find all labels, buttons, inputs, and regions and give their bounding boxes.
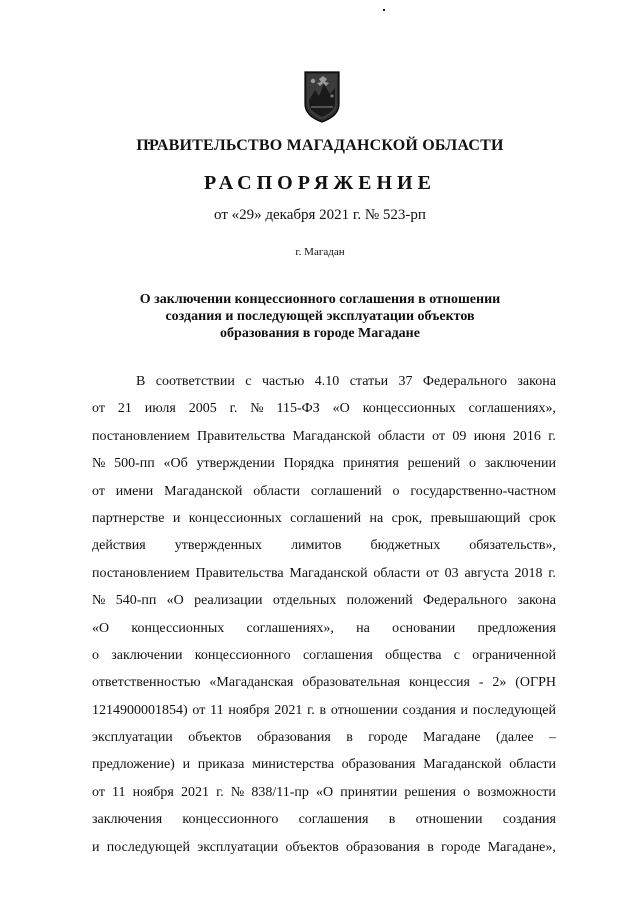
body-word: ограниченной <box>472 647 556 663</box>
body-word: Магаданской <box>292 428 371 444</box>
body-word: положений <box>346 593 413 609</box>
body-word: последующей <box>472 702 556 718</box>
body-word: с <box>245 374 252 389</box>
body-word: имени <box>115 483 154 499</box>
body-word: № <box>250 401 264 417</box>
body-word: 03 <box>444 565 459 581</box>
body-word: срок, <box>391 510 423 526</box>
body-word: отдельных <box>272 593 337 609</box>
body-line <box>92 697 556 724</box>
body-word: «Магаданская <box>209 675 294 691</box>
body-word: 2» <box>492 675 507 691</box>
body-word: городе <box>441 839 481 855</box>
body-word: принятии <box>340 784 398 800</box>
body-word: 2021 <box>274 702 303 718</box>
body-word: 37 <box>398 374 413 389</box>
body-word: принятия <box>342 456 399 472</box>
body-word: закона <box>517 593 556 609</box>
body-word: В <box>136 374 146 389</box>
body-word: августа <box>464 565 509 581</box>
body-line <box>92 450 556 477</box>
scan-speck <box>383 9 385 11</box>
body-word: 11 <box>210 702 224 718</box>
subject-line: О заключении концессионного соглашения в отношении <box>139 292 501 307</box>
body-word: о <box>463 784 471 800</box>
body-word: июня <box>473 428 506 444</box>
body-line <box>92 587 556 614</box>
body-word: реализации <box>194 593 263 609</box>
body-line <box>92 395 556 422</box>
body-word: лимитов <box>291 538 342 554</box>
subject-line: создания и последующей эксплуатации объектов <box>165 309 475 324</box>
body-word: концессионных <box>362 401 456 417</box>
body-word: 115-ФЗ <box>276 401 320 417</box>
body-word: «О <box>166 593 184 609</box>
body-word: и <box>460 702 469 718</box>
body-word: образования <box>346 839 420 855</box>
body-word: 2005 <box>188 401 217 417</box>
body-line <box>92 532 556 559</box>
body-word: закона <box>517 374 556 389</box>
body-word: от <box>432 428 446 444</box>
body-word: объектов <box>188 730 242 746</box>
body-word: создания <box>502 812 556 828</box>
body-word: ответственностью <box>92 675 201 691</box>
body-word: 1214900001854) <box>92 702 188 718</box>
body-word: г. <box>548 565 556 581</box>
body-word: соглашений <box>290 510 362 526</box>
body-word: – <box>548 730 556 746</box>
body-word: образовательная <box>302 675 401 691</box>
body-word: Магадане <box>422 730 481 746</box>
body-line <box>92 560 556 587</box>
body-word: о <box>92 647 99 663</box>
body-line <box>92 423 556 450</box>
document-subject <box>0 291 640 342</box>
body-word: области <box>378 428 425 444</box>
organization-title: ПРАВИТЕЛЬСТВО МАГАДАНСКОЙ ОБЛАСТИ <box>136 137 504 154</box>
body-word: в <box>427 839 434 855</box>
body-word: утвержденных <box>174 538 263 554</box>
body-word: партнерстве <box>92 510 165 526</box>
body-word: 838/11-пр <box>251 784 309 800</box>
body-word: Магаданской <box>423 757 502 773</box>
body-word: концессионных <box>188 510 282 526</box>
body-word: июля <box>144 401 176 417</box>
body-word: эксплуатации <box>92 730 173 746</box>
body-word: в <box>346 730 353 746</box>
body-word: образования <box>256 730 331 746</box>
body-word: области <box>373 565 421 581</box>
body-word: 540-пп <box>115 593 157 609</box>
body-word: отношении <box>330 702 398 718</box>
body-word: Магаданской <box>164 483 243 499</box>
body-word: обязательств», <box>469 538 556 554</box>
body-word: 21 <box>117 401 132 417</box>
body-word: заключении <box>111 647 183 663</box>
body-word: (ОГРН <box>515 675 556 691</box>
body-word: действия <box>92 538 146 554</box>
body-word: объектов <box>285 839 339 855</box>
body-word: Порядка <box>283 456 335 472</box>
body-word: решений <box>407 456 461 472</box>
body-word: частью <box>261 374 305 389</box>
body-word: от <box>92 483 105 499</box>
body-word: эксплуатации <box>197 839 279 855</box>
body-line <box>92 615 556 642</box>
body-line <box>92 505 556 532</box>
body-word: (далее <box>496 730 534 746</box>
body-word: концессионного <box>194 647 291 663</box>
body-word: соглашениях», <box>468 401 556 417</box>
body-word: № <box>92 456 106 472</box>
body-word: от <box>92 401 105 417</box>
body-word: концессионного <box>182 812 279 828</box>
body-word: последующей <box>106 839 190 855</box>
body-word: «Об <box>163 456 188 472</box>
body-word: - <box>478 675 484 691</box>
body-line <box>92 642 556 669</box>
body-word: Федерального <box>422 374 507 389</box>
body-word: г. <box>216 784 224 800</box>
coat-of-arms-emblem <box>303 70 341 124</box>
body-word: «О <box>332 401 350 417</box>
body-word: заключении <box>484 456 556 472</box>
body-word: образования <box>341 757 416 773</box>
body-word: от <box>92 784 105 800</box>
body-line <box>92 806 556 833</box>
body-word: бюджетных <box>370 538 441 554</box>
body-line <box>92 751 556 778</box>
body-word: Федерального <box>423 593 508 609</box>
body-word: на <box>356 620 370 636</box>
body-word: соглашений <box>310 483 382 499</box>
body-word: о <box>469 456 476 472</box>
body-word: общества <box>385 647 442 663</box>
body-word: и <box>182 757 191 773</box>
body-word: № <box>230 784 245 800</box>
body-word: концессия <box>408 675 470 691</box>
body-word: статьи <box>349 374 389 389</box>
body-word: соглашениях», <box>246 620 334 636</box>
body-word: области <box>509 757 556 773</box>
body-word: от <box>425 565 439 581</box>
body-word: «О <box>315 784 334 800</box>
body-word: 4.10 <box>314 374 340 389</box>
body-line <box>92 368 556 395</box>
body-word: от <box>192 702 206 718</box>
body-word: г. <box>307 702 315 718</box>
body-word: отношении <box>415 812 483 828</box>
body-word: г. <box>548 428 556 444</box>
body-word: городе <box>368 730 408 746</box>
body-word: на <box>369 510 384 526</box>
body-word: государственно-частном <box>410 483 556 499</box>
document-city: г. Магадан <box>295 246 345 258</box>
body-word: заключения <box>92 812 163 828</box>
body-word: утверждении <box>196 456 275 472</box>
body-word: Правительства <box>195 565 284 581</box>
body-line <box>92 779 556 806</box>
body-word: предложение) <box>92 757 175 773</box>
document-type-title: РАСПОРЯЖЕНИЕ <box>204 172 436 194</box>
body-word: в <box>319 702 327 718</box>
body-word: соответствии <box>155 374 235 389</box>
body-word: приказа <box>197 757 245 773</box>
body-word: 2018 <box>514 565 543 581</box>
body-word: превышающий <box>430 510 521 526</box>
body-word: с <box>453 647 460 663</box>
subject-line: образования в городе Магадане <box>220 326 420 341</box>
body-word: 09 <box>452 428 467 444</box>
body-word: Магадане», <box>487 839 556 855</box>
body-line <box>92 478 556 505</box>
body-word: о <box>392 483 400 499</box>
body-word: № <box>92 593 106 609</box>
body-word: постановлением <box>92 428 190 444</box>
body-line <box>92 669 556 696</box>
body-word: 2021 <box>180 784 209 800</box>
body-word: 11 <box>112 784 126 800</box>
body-word: соглашения <box>302 647 373 663</box>
body-word: возможности <box>477 784 556 800</box>
document-date-number: от «29» декабря 2021 г. № 523-рп <box>214 207 426 223</box>
body-word: соглашения <box>298 812 369 828</box>
body-word: Правительства <box>197 428 286 444</box>
body-word: в <box>388 812 396 828</box>
body-word: основании <box>392 620 456 636</box>
body-word: срок <box>528 510 556 526</box>
body-line <box>92 724 556 751</box>
document-body <box>92 368 556 861</box>
body-word: и <box>172 510 181 526</box>
body-word: создания <box>402 702 456 718</box>
body-word: 500-пп <box>114 456 155 472</box>
body-word: концессионных <box>131 620 225 636</box>
body-word: области <box>253 483 300 499</box>
body-line <box>92 834 556 861</box>
body-word: 2016 <box>512 428 541 444</box>
body-word: решения <box>404 784 456 800</box>
body-word: постановлением <box>92 565 190 581</box>
body-word: ноября <box>228 702 270 718</box>
body-word: г. <box>229 401 238 417</box>
body-word: министерства <box>252 757 334 773</box>
body-word: ноября <box>132 784 174 800</box>
body-word: и <box>92 839 100 855</box>
body-word: предложения <box>477 620 556 636</box>
body-word: Магаданской <box>289 565 368 581</box>
body-word: «О <box>92 620 110 636</box>
